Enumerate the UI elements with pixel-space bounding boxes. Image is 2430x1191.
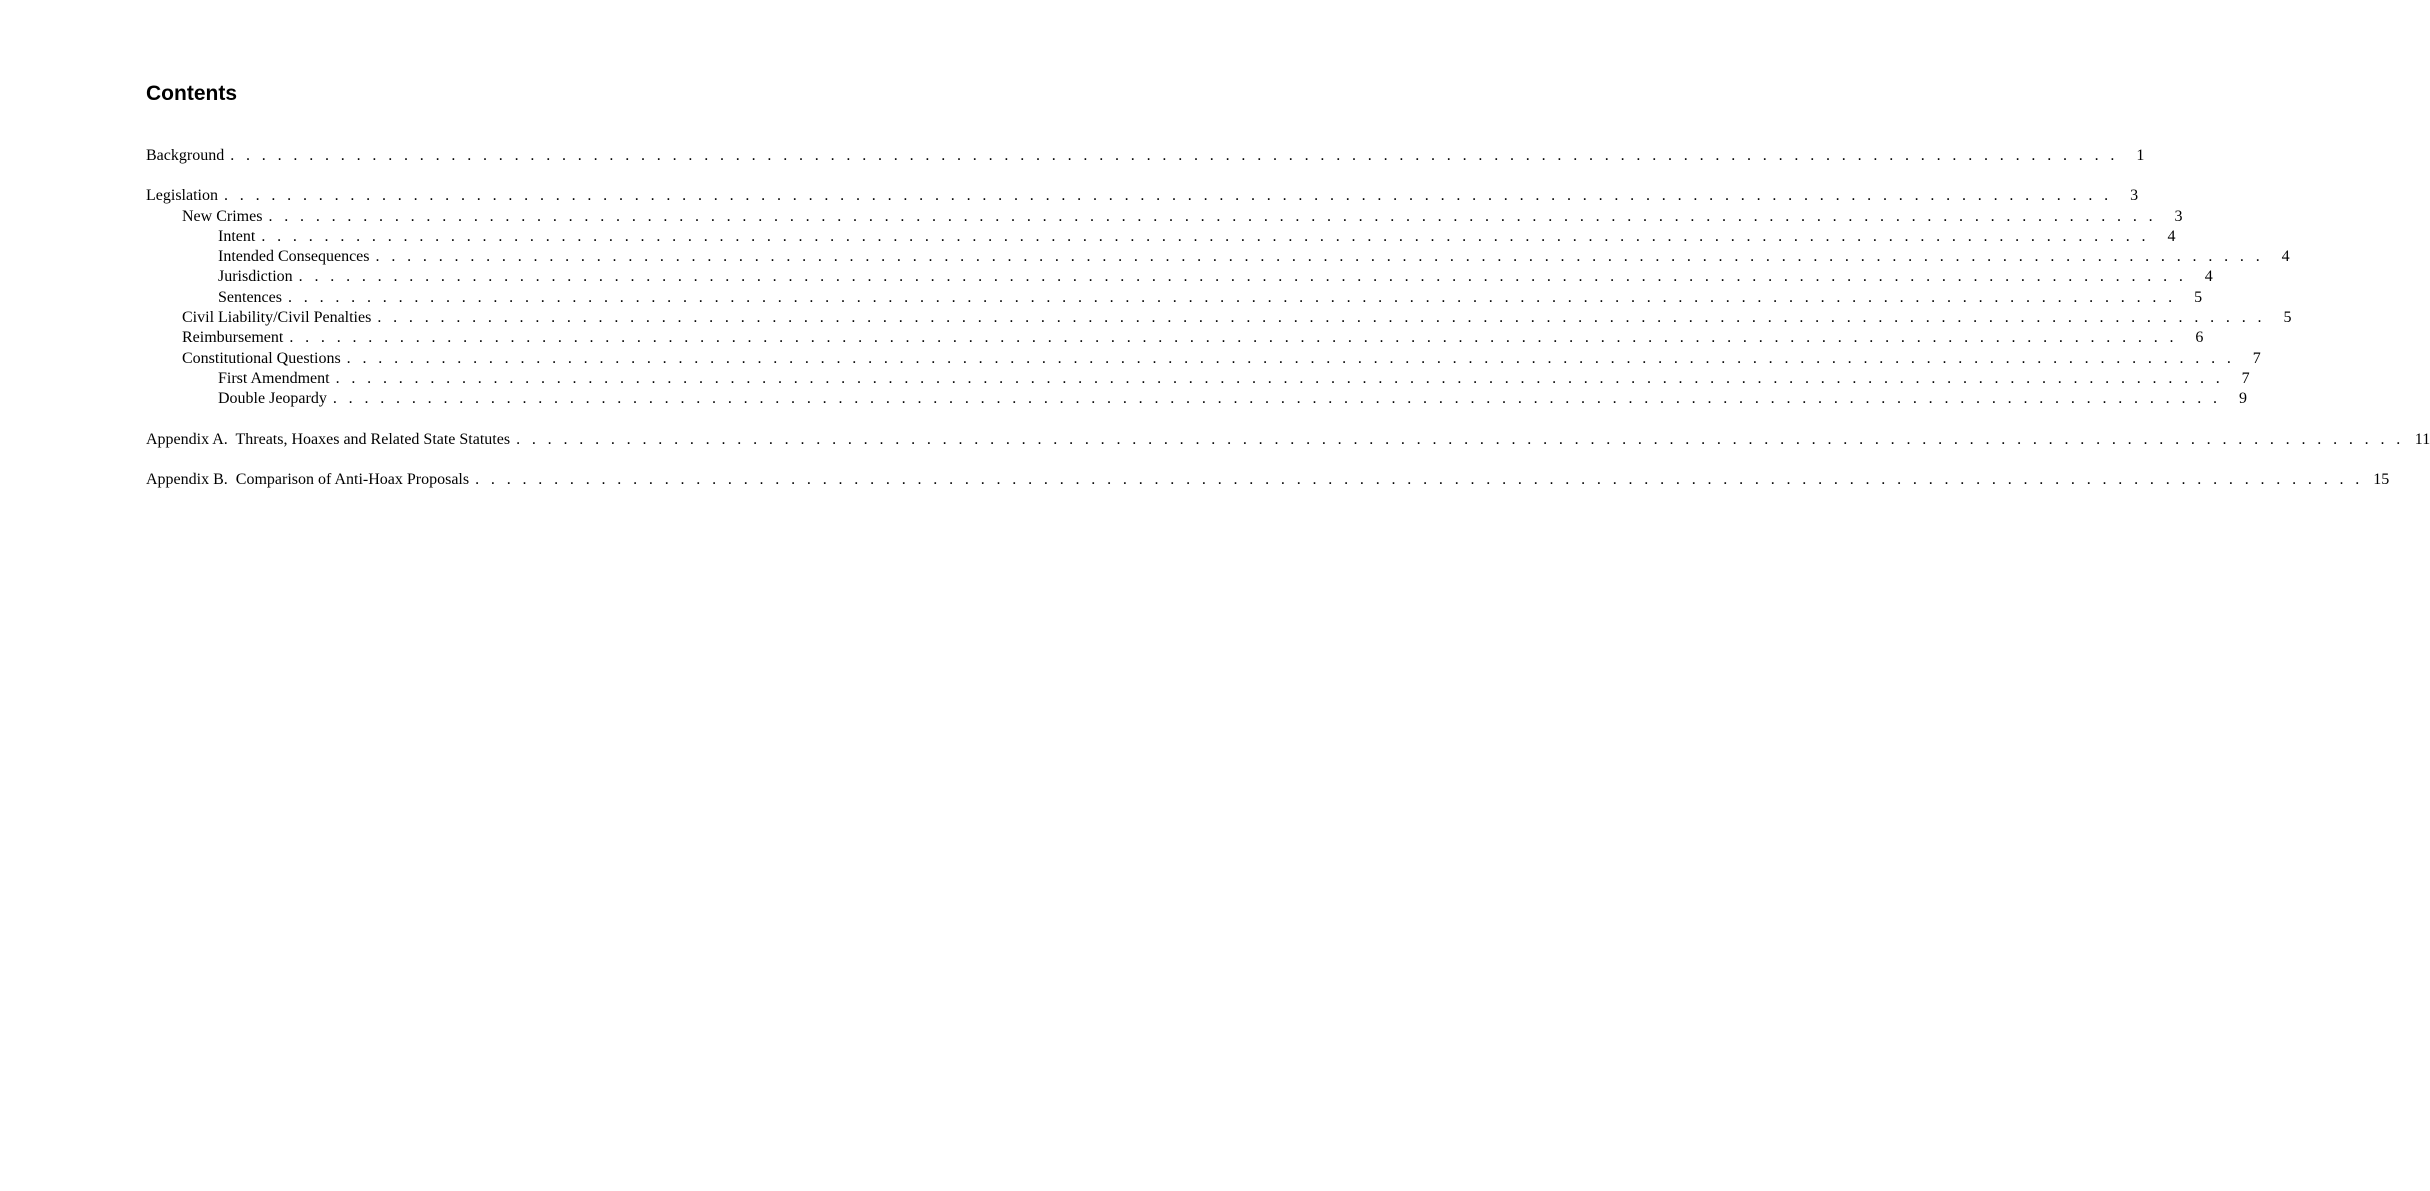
toc-entry-page-number: 7 xyxy=(2241,369,2250,387)
toc-entry-page-number: 3 xyxy=(2174,207,2183,225)
toc-entry[interactable] xyxy=(146,267,2213,287)
toc-entry-label: Sentences xyxy=(218,288,282,306)
toc-entry-page-number: 5 xyxy=(2194,288,2203,306)
toc-entry-page-number: 9 xyxy=(2238,390,2247,408)
toc-entry[interactable] xyxy=(146,389,2247,409)
toc-entry-label: Double Jeopardy xyxy=(218,390,327,408)
toc-entry[interactable] xyxy=(146,288,2203,308)
toc-entry-label: Constitutional Questions xyxy=(182,349,341,367)
dot-leader: . . . . . . . . . . . . . . . . . . . . . . . . . . . . . . . . . . . . . . . . . . . . . . . . . . . . . . . . . . . . . . . . . . . . . . . . . . . . . . . . . . . . . . . . . . . . . . . . . . . . . . . . . . . . . . . . . . . . . . . . xyxy=(287,288,2177,306)
toc-entry-page-number: 11 xyxy=(2414,430,2430,448)
dot-leader: . . . . . . . . . . . . . . . . . . . . . . . . . . . . . . . . . . . . . . . . . . . . . . . . . . . . . . . . . . . . . . . . . . . . . . . . . . . . . . . . . . . . . . . . . . . . . . . . . . . . . . . . . . . . . . . . . . . . . . . . xyxy=(375,248,2264,266)
toc-entry-page-number: 6 xyxy=(2195,329,2204,347)
toc-entry-label: Intended Consequences xyxy=(218,248,370,266)
toc-entry[interactable] xyxy=(146,207,2183,227)
dot-leader: . . . . . . . . . . . . . . . . . . . . . . . . . . . . . . . . . . . . . . . . . . . . . . . . . . . . . . . . . . . . . . . . . . . . . . . . . . . . . . . . . . . . . . . . . . . . . . . . . . . . . . . . . . . . . . . . . . . . . . . . xyxy=(346,349,2235,367)
toc-entry-page-number: 7 xyxy=(2252,349,2261,367)
dot-leader: . . . . . . . . . . . . . . . . . . . . . . . . . . . . . . . . . . . . . . . . . . . . . . . . . . . . . . . . . . . . . . . . . . . . . . . . . . . . . . . . . . . . . . . . . . . . . . . . . . . . . . . . . . . . . . . . . . . . . . . . xyxy=(268,207,2157,225)
toc-entry[interactable] xyxy=(146,369,2250,389)
toc-entry-label: First Amendment xyxy=(218,369,330,387)
toc-entry-label: Legislation xyxy=(146,187,218,205)
toc-entry[interactable] xyxy=(146,186,2139,206)
toc-entry[interactable] xyxy=(146,430,2430,450)
toc-entry-page-number: 5 xyxy=(2283,309,2292,327)
toc-entry-label: Intent xyxy=(218,227,256,245)
toc-entry-page-number: 4 xyxy=(2204,268,2213,286)
dot-leader: . . . . . . . . . . . . . . . . . . . . . . . . . . . . . . . . . . . . . . . . . . . . . . . . . . . . . . . . . . . . . . . . . . . . . . . . . . . . . . . . . . . . . . . . . . . . . . . . . . . . . . . . . . . . . . . . . . . . . . . . xyxy=(335,369,2224,387)
dot-leader: . . . . . . . . . . . . . . . . . . . . . . . . . . . . . . . . . . . . . . . . . . . . . . . . . . . . . . . . . . . . . . . . . . . . . . . . . . . . . . . . . . . . . . . . . . . . . . . . . . . . . . . . . . . . . . . . . . . . . . . . xyxy=(230,147,2119,164)
toc-entry-label: New Crimes xyxy=(182,207,263,225)
toc-entry-label: Background xyxy=(146,147,225,164)
dot-leader: . . . . . . . . . . . . . . . . . . . . . . . . . . . . . . . . . . . . . . . . . . . . . . . . . . . . . . . . . . . . . . . . . . . . . . . . . . . . . . . . . . . . . . . . . . . . . . . . . . . . . . . . . . . . . . . . . . . . . . . . xyxy=(332,390,2221,408)
dot-leader: . . . . . . . . . . . . . . . . . . . . . . . . . . . . . . . . . . . . . . . . . . . . . . . . . . . . . . . . . . . . . . . . . . . . . . . . . . . . . . . . . . . . . . . . . . . . . . . . . . . . . . . . . . . . . . . . . . . . . . . . xyxy=(377,309,2266,327)
dot-leader: . . . . . . . . . . . . . . . . . . . . . . . . . . . . . . . . . . . . . . . . . . . . . . . . . . . . . . . . . . . . . . . . . . . . . . . . . . . . . . . . . . . . . . . . . . . . . . . . . . . . . . . . . . . . . . . . . . . . . . . . xyxy=(223,187,2113,205)
toc-entry-label: Reimbursement xyxy=(182,329,284,347)
toc-entry-page-number: 1 xyxy=(2136,147,2145,164)
toc-entry[interactable] xyxy=(146,349,2261,369)
toc-entry-page-number: 3 xyxy=(2130,187,2139,205)
table-of-contents xyxy=(146,146,2430,490)
dot-leader: . . . . . . . . . . . . . . . . . . . . . . . . . . . . . . . . . . . . . . . . . . . . . . . . . . . . . . . . . . . . . . . . . . . . . . . . . . . . . . . . . . . . . . . . . . . . . . . . . . . . . . . . . . . . . . . . . . . . . . . . xyxy=(298,268,2187,286)
toc-entry[interactable] xyxy=(146,146,2145,166)
toc-entry-page-number: 4 xyxy=(2281,248,2290,266)
toc-entry-page-number: 4 xyxy=(2167,227,2176,245)
dot-leader: . . . . . . . . . . . . . . . . . . . . . . . . . . . . . . . . . . . . . . . . . . . . . . . . . . . . . . . . . . . . . . . . . . . . . . . . . . . . . . . . . . . . . . . . . . . . . . . . . . . . . . . . . . . . . . . . . . . . . . . . xyxy=(516,430,2405,448)
toc-entry[interactable] xyxy=(146,247,2290,267)
dot-leader: . . . . . . . . . . . . . . . . . . . . . . . . . . . . . . . . . . . . . . . . . . . . . . . . . . . . . . . . . . . . . . . . . . . . . . . . . . . . . . . . . . . . . . . . . . . . . . . . . . . . . . . . . . . . . . . . . . . . . . . . xyxy=(475,470,2364,488)
page-title: Contents xyxy=(146,82,237,105)
toc-entry-label: Civil Liability/Civil Penalties xyxy=(182,309,372,327)
toc-entry-label: Appendix A. Threats, Hoaxes and Related State Statutes xyxy=(146,430,511,448)
toc-entry-page-number: 15 xyxy=(2373,470,2390,488)
toc-entry-label: Jurisdiction xyxy=(218,268,293,286)
toc-entry[interactable] xyxy=(146,227,2176,247)
dot-leader: . . . . . . . . . . . . . . . . . . . . . . . . . . . . . . . . . . . . . . . . . . . . . . . . . . . . . . . . . . . . . . . . . . . . . . . . . . . . . . . . . . . . . . . . . . . . . . . . . . . . . . . . . . . . . . . . . . . . . . . . xyxy=(261,227,2150,245)
dot-leader: . . . . . . . . . . . . . . . . . . . . . . . . . . . . . . . . . . . . . . . . . . . . . . . . . . . . . . . . . . . . . . . . . . . . . . . . . . . . . . . . . . . . . . . . . . . . . . . . . . . . . . . . . . . . . . . . . . . . . . . . xyxy=(289,329,2178,347)
toc-entry-label: Appendix B. Comparison of Anti-Hoax Proposals xyxy=(146,470,470,488)
toc-entry[interactable] xyxy=(146,308,2292,328)
toc-entry[interactable] xyxy=(146,328,2204,348)
toc-entry[interactable] xyxy=(146,470,2390,490)
